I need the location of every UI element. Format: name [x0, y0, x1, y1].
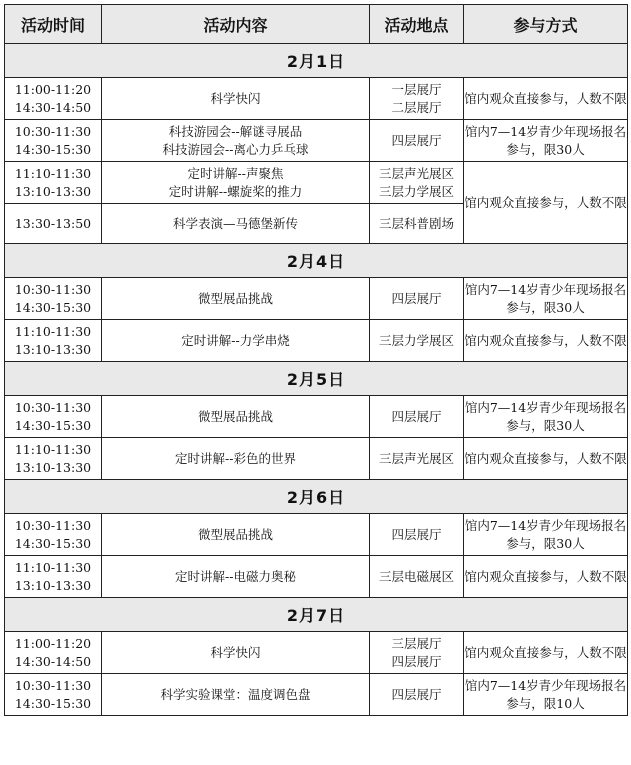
time-slot: 10:30-11:30 [14, 517, 92, 533]
place-cell [370, 320, 464, 362]
time-cell [5, 674, 102, 716]
time-slot: 11:00-11:20 [14, 81, 92, 97]
table-row [5, 632, 628, 674]
activity-place: 四层展厅 [391, 132, 442, 148]
content-cell [102, 438, 370, 480]
activity-place: 四层展厅 [391, 653, 442, 669]
day-row [5, 44, 628, 78]
content-cell [102, 278, 370, 320]
day-date: 2月6日 [5, 480, 628, 514]
activity-content: 定时讲解--声聚焦 [187, 165, 284, 181]
day-date: 2月4日 [5, 244, 628, 278]
time-slot: 13:10-13:30 [14, 459, 92, 475]
participation-cell [464, 162, 628, 244]
time-cell [5, 438, 102, 480]
place-cell [370, 632, 464, 674]
time-cell [5, 162, 102, 204]
participation-cell [464, 438, 628, 480]
content-cell [102, 556, 370, 598]
day-date: 2月7日 [5, 598, 628, 632]
activity-content: 科学表演—马德堡新传 [172, 215, 298, 231]
activity-place: 四层展厅 [391, 526, 442, 542]
table-row [5, 438, 628, 480]
day-row [5, 480, 628, 514]
time-cell [5, 396, 102, 438]
day-row [5, 362, 628, 396]
header-place: 活动地点 [370, 5, 464, 44]
participation-cell [464, 278, 628, 320]
activity-place: 三层力学展区 [378, 183, 454, 199]
time-slot: 13:10-13:30 [14, 577, 92, 593]
table-row [5, 278, 628, 320]
activity-content: 科技游园会--解谜寻展品 [168, 123, 303, 139]
table-row [5, 514, 628, 556]
activity-content: 微型展品挑战 [197, 290, 273, 306]
activity-content: 定时讲解--电磁力奥秘 [175, 568, 296, 584]
participation-cell [464, 320, 628, 362]
table-row [5, 162, 628, 204]
table-row [5, 120, 628, 162]
time-cell [5, 204, 102, 244]
header-time: 活动时间 [5, 5, 102, 44]
activity-place: 二层展厅 [391, 99, 442, 115]
participation-text: 馆内观众直接参与，人数不限 [464, 90, 627, 106]
table-row [5, 78, 628, 120]
time-cell [5, 78, 102, 120]
time-slot: 13:30-13:50 [14, 215, 92, 231]
activity-content: 科学快闪 [210, 90, 261, 106]
content-cell [102, 320, 370, 362]
activity-place: 三层展厅 [391, 635, 442, 651]
place-cell [370, 556, 464, 598]
time-slot: 14:30-14:50 [14, 653, 92, 669]
content-cell [102, 632, 370, 674]
time-slot: 13:10-13:30 [14, 183, 92, 199]
content-cell [102, 204, 370, 244]
day-date: 2月5日 [5, 362, 628, 396]
time-slot: 10:30-11:30 [14, 399, 92, 415]
participation-text: 馆内观众直接参与，人数不限 [464, 568, 627, 584]
participation-text: 馆内7—14岁青少年现场报名参与，限10人 [464, 677, 627, 711]
place-cell [370, 78, 464, 120]
activity-content: 定时讲解--螺旋桨的推力 [168, 183, 303, 199]
time-slot: 11:10-11:30 [14, 559, 92, 575]
time-slot: 10:30-11:30 [14, 123, 92, 139]
header-content: 活动内容 [102, 5, 370, 44]
table-row [5, 396, 628, 438]
activity-content: 微型展品挑战 [197, 408, 273, 424]
place-cell [370, 278, 464, 320]
content-cell [102, 396, 370, 438]
time-slot: 14:30-15:30 [14, 695, 92, 711]
activity-content: 定时讲解--彩色的世界 [175, 450, 296, 466]
participation-text: 馆内观众直接参与，人数不限 [464, 644, 627, 660]
activity-place: 三层声光展区 [378, 165, 454, 181]
place-cell [370, 674, 464, 716]
activity-content: 定时讲解--力学串烧 [181, 332, 290, 348]
activity-content: 科技游园会--离心力乒乓球 [162, 141, 309, 157]
participation-cell [464, 632, 628, 674]
activity-place: 三层声光展区 [378, 450, 454, 466]
place-cell [370, 438, 464, 480]
place-cell [370, 396, 464, 438]
activity-place: 三层电磁展区 [378, 568, 454, 584]
time-slot: 10:30-11:30 [14, 677, 92, 693]
time-slot: 11:00-11:20 [14, 635, 92, 651]
time-slot: 14:30-15:30 [14, 141, 92, 157]
time-slot: 11:10-11:30 [14, 323, 92, 339]
activity-place: 三层力学展区 [378, 332, 454, 348]
participation-text: 馆内观众直接参与，人数不限 [464, 450, 627, 466]
time-slot: 14:30-15:30 [14, 535, 92, 551]
time-cell [5, 514, 102, 556]
table-row [5, 556, 628, 598]
time-cell [5, 278, 102, 320]
header-participation: 参与方式 [464, 5, 628, 44]
participation-cell [464, 556, 628, 598]
activity-content: 科学实验课堂：温度调色盘 [160, 686, 311, 702]
participation-cell [464, 396, 628, 438]
content-cell [102, 120, 370, 162]
participation-cell [464, 78, 628, 120]
header-row [5, 5, 628, 44]
time-cell [5, 556, 102, 598]
content-cell [102, 674, 370, 716]
time-slot: 14:30-15:30 [14, 299, 92, 315]
day-row [5, 598, 628, 632]
content-cell [102, 514, 370, 556]
participation-cell [464, 674, 628, 716]
activity-content: 微型展品挑战 [197, 526, 273, 542]
activity-schedule-table [4, 4, 628, 716]
place-cell [370, 120, 464, 162]
participation-cell [464, 514, 628, 556]
time-slot: 14:30-14:50 [14, 99, 92, 115]
activity-place: 三层科普剧场 [378, 215, 454, 231]
time-slot: 11:10-11:30 [14, 165, 92, 181]
day-date: 2月1日 [5, 44, 628, 78]
activity-place: 一层展厅 [391, 81, 442, 97]
activity-content: 科学快闪 [210, 644, 261, 660]
participation-text: 馆内7—14岁青少年现场报名参与，限30人 [464, 399, 627, 433]
participation-text: 馆内观众直接参与，人数不限 [464, 194, 627, 210]
content-cell [102, 78, 370, 120]
participation-cell [464, 120, 628, 162]
time-cell [5, 632, 102, 674]
time-slot: 11:10-11:30 [14, 441, 92, 457]
time-cell [5, 120, 102, 162]
participation-text: 馆内7—14岁青少年现场报名参与，限30人 [464, 281, 627, 315]
table-row [5, 320, 628, 362]
place-cell [370, 204, 464, 244]
participation-text: 馆内7—14岁青少年现场报名参与，限30人 [464, 517, 627, 551]
activity-place: 四层展厅 [391, 290, 442, 306]
table-row [5, 674, 628, 716]
time-cell [5, 320, 102, 362]
participation-text: 馆内观众直接参与，人数不限 [464, 332, 627, 348]
content-cell [102, 162, 370, 204]
place-cell [370, 162, 464, 204]
participation-text: 馆内7—14岁青少年现场报名参与，限30人 [464, 123, 627, 157]
place-cell [370, 514, 464, 556]
time-slot: 13:10-13:30 [14, 341, 92, 357]
activity-place: 四层展厅 [391, 408, 442, 424]
time-slot: 14:30-15:30 [14, 417, 92, 433]
time-slot: 10:30-11:30 [14, 281, 92, 297]
activity-place: 四层展厅 [391, 686, 442, 702]
day-row [5, 244, 628, 278]
